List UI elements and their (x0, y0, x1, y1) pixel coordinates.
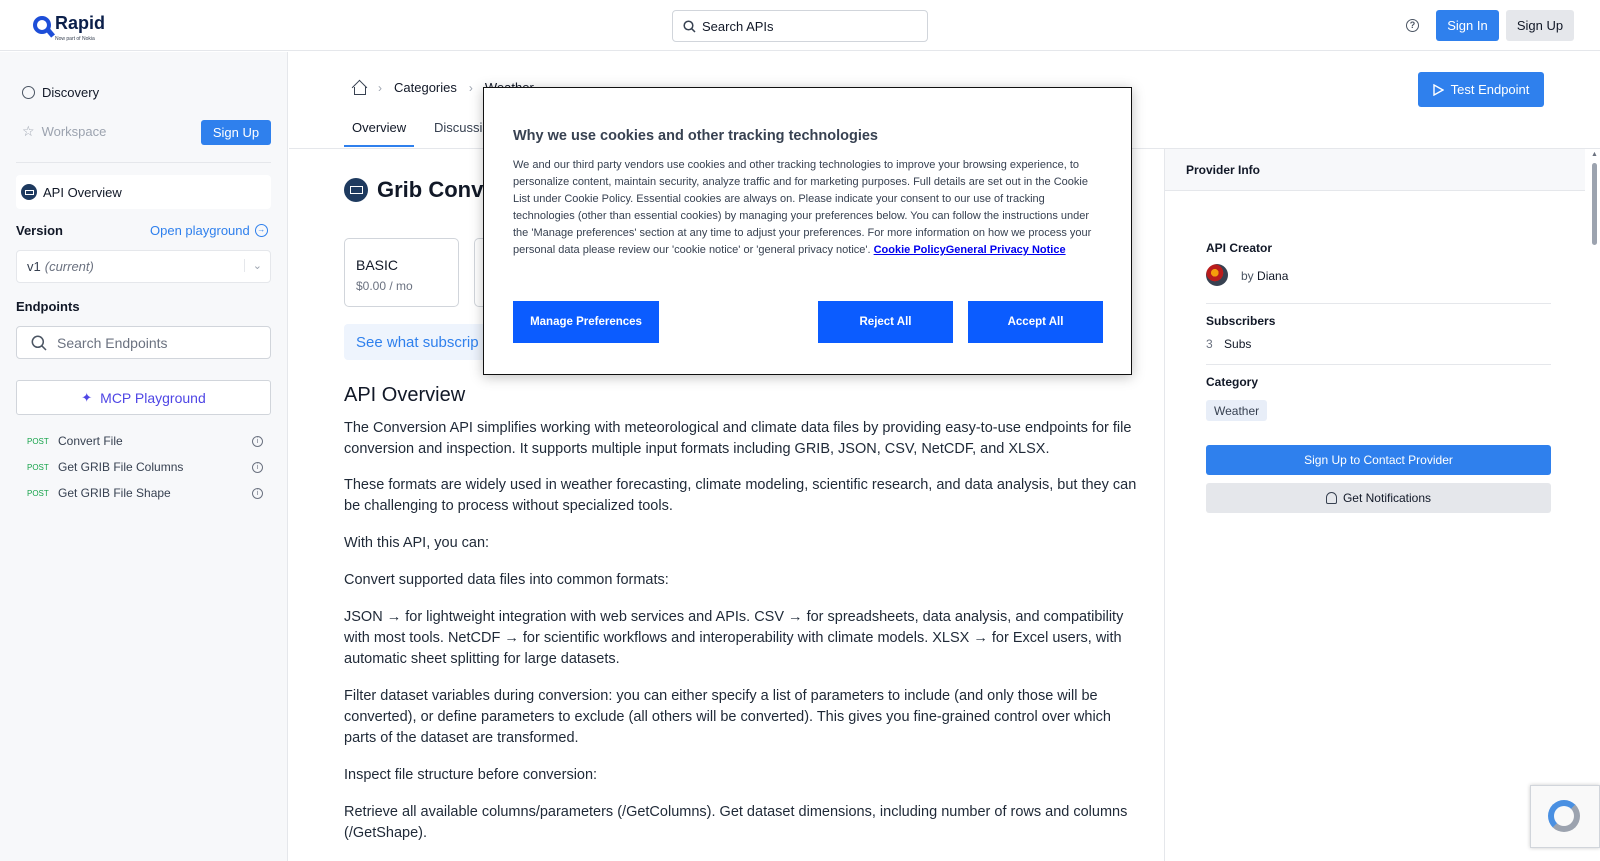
search-apis-placeholder: Search APIs (702, 18, 774, 34)
method-badge: POST (27, 488, 49, 498)
sidebar-sign-up-button[interactable]: Sign Up (201, 120, 271, 145)
search-icon (683, 20, 696, 33)
cookie-title: Why we use cookies and other tracking technologies (513, 128, 878, 144)
search-apis-input[interactable] (672, 10, 928, 42)
overview-paragraph: With this API, you can: (344, 535, 490, 551)
info-icon[interactable]: i (252, 488, 263, 499)
divider (1206, 303, 1551, 304)
sidebar-item-workspace[interactable] (22, 124, 106, 139)
rapid-logo-icon (33, 16, 51, 34)
breadcrumb-categories[interactable]: Categories (394, 80, 457, 95)
sidebar-item-label: Workspace (41, 124, 107, 139)
version-tag: (current) (44, 259, 94, 274)
manage-preferences-button[interactable]: Manage Preferences (513, 301, 659, 343)
version-label: Version (16, 223, 63, 238)
rapid-logo[interactable] (33, 14, 105, 42)
by-label: by (1241, 269, 1254, 283)
get-notifications-button[interactable] (1206, 483, 1551, 513)
plan-card-basic[interactable] (344, 238, 459, 307)
api-logo-icon (344, 178, 368, 202)
mcp-playground-button[interactable] (16, 380, 271, 415)
category-badge[interactable]: Weather (1206, 400, 1267, 421)
overview-paragraph: JSON → for lightweight integration with web services and APIs. CSV → for spreadsheets, data analysis, and compatibility with most tools. NetCDF → for scientific workflows and interoperability with climate models. XLSX → for Excel users, with automatic sheet splitting for large datasets. (344, 609, 1124, 667)
scrollbar-thumb[interactable] (1592, 163, 1597, 245)
top-header (0, 0, 1600, 51)
sign-in-button[interactable]: Sign In (1436, 10, 1499, 41)
open-playground-link[interactable] (150, 223, 268, 238)
play-icon (1433, 84, 1444, 96)
method-badge: POST (27, 436, 49, 446)
mcp-playground-label: MCP Playground (100, 389, 206, 406)
divider (1206, 364, 1551, 365)
creator-name[interactable]: Diana (1257, 269, 1289, 283)
help-icon[interactable]: ? (1406, 19, 1419, 32)
provider-info-heading: Provider Info (1165, 149, 1585, 191)
overview-paragraph: These formats are widely used in weather forecasting, climate modeling, scientific research, and data analysis, but they can be challenging to process without specialized tools. (344, 477, 1137, 514)
open-playground-label: Open playground (150, 223, 250, 238)
info-icon[interactable]: i (252, 462, 263, 473)
endpoint-name: Convert File (58, 434, 123, 448)
endpoint-item[interactable] (27, 432, 263, 450)
cookie-policy-link[interactable]: Cookie Policy (873, 244, 946, 256)
recaptcha-badge[interactable] (1530, 785, 1600, 848)
sidebar-item-discovery[interactable] (22, 85, 99, 100)
bell-icon (1326, 492, 1337, 504)
provider-panel (1164, 149, 1584, 861)
recaptcha-icon (1548, 800, 1580, 832)
privacy-notice-link[interactable]: General Privacy Notice (945, 244, 1066, 256)
sidebar (0, 52, 288, 861)
contact-provider-button[interactable]: Sign Up to Contact Provider (1206, 445, 1551, 475)
plan-name: BASIC (356, 257, 399, 273)
plan-price: $0.00 / mo (356, 279, 413, 293)
chevron-right-icon: › (378, 80, 382, 95)
endpoint-name: Get GRIB File Shape (58, 486, 171, 500)
sidebar-item-label: Discovery (42, 85, 100, 100)
sidebar-item-api-overview[interactable] (16, 175, 271, 209)
subscribers-number: 3 (1206, 337, 1213, 351)
endpoint-name: Get GRIB File Columns (58, 460, 184, 474)
home-icon[interactable] (352, 81, 366, 94)
endpoints-label: Endpoints (16, 299, 80, 314)
endpoint-item[interactable] (27, 484, 263, 502)
divider (16, 162, 271, 163)
creator-byline (1241, 269, 1288, 283)
get-notifications-label: Get Notifications (1342, 491, 1432, 505)
api-title (344, 177, 483, 203)
search-icon (31, 335, 47, 351)
info-icon[interactable]: i (252, 436, 263, 447)
avatar[interactable] (1206, 264, 1228, 286)
tab-discussions[interactable]: Discussi (434, 120, 483, 135)
cookie-body (513, 157, 1103, 259)
star-icon: ☆ (22, 123, 35, 139)
version-value: v1 (27, 259, 41, 274)
overview-paragraph: Retrieve all available columns/parameters (/GetColumns). Get dataset dimensions, including number of rows and columns (/GetShape). (344, 804, 1128, 841)
subscribers-count (1206, 337, 1251, 351)
chevron-right-icon: › (468, 80, 473, 95)
chevron-down-icon: ⌄ (244, 259, 262, 272)
api-title-text: Grib Conv (377, 177, 484, 202)
overview-paragraph: Filter dataset variables during conversion: you can either specify a list of parameters to include (and only those will be converted), or define parameters to exclude (all others will be converted). This gives you fine-grained control over which parts of the dataset are transformed. (344, 688, 1111, 746)
test-endpoint-label: Test Endpoint (1450, 82, 1530, 97)
logo-subtitle: Now part of Nokia (55, 36, 95, 42)
sidebar-item-label: API Overview (43, 184, 122, 200)
overview-paragraph: Convert supported data files into common formats: (344, 572, 669, 588)
test-endpoint-button[interactable] (1418, 72, 1544, 107)
search-endpoints-placeholder: Search Endpoints (57, 334, 168, 351)
overview-heading: API Overview (344, 384, 466, 406)
overview-paragraph: The Conversion API simplifies working with meteorological and climate data files by providing easy-to-use endpoints for file conversion and inspection. It supports multiple input formats including GRIB, JSON, CSV, NetCDF, and XLSX. (344, 420, 1132, 457)
subscribers-unit: Subs (1224, 337, 1252, 351)
sparkle-icon: ✦ (81, 389, 93, 405)
arrow-right-circle-icon: → (255, 224, 268, 237)
logo-name: Rapid (55, 13, 106, 33)
scroll-up-icon[interactable]: ▲ (1591, 151, 1598, 158)
version-select[interactable] (16, 250, 271, 283)
accept-all-button[interactable]: Accept All (968, 301, 1103, 343)
api-creator-label: API Creator (1206, 241, 1273, 255)
cookie-body-text: We and our third party vendors use cookies and other tracking technologies to improve your browsing experience, to personalize content, maintain security, analyze traffic and for marketing purposes. Full details are set out in the Cookie List under Cookie Policy. Essential cookies are always on. Please indicate your consent to our use of tracking technologies (other than essential cookies) by managing your preferences below. You can follow the instructions under the 'Manage preferences' section at any time to adjust your preferences. For more information on how we process your personal data please review our 'cookie notice' or 'general privacy notice'. (513, 159, 1092, 256)
search-endpoints-input[interactable] (16, 326, 271, 359)
cookie-consent-dialog (483, 87, 1132, 375)
active-tab-indicator (344, 145, 414, 147)
sign-up-button[interactable]: Sign Up (1506, 10, 1574, 41)
api-logo-icon (21, 184, 37, 200)
subscribers-label: Subscribers (1206, 314, 1276, 328)
tab-overview[interactable]: Overview (352, 120, 407, 135)
compass-icon (22, 86, 35, 99)
endpoint-item[interactable] (27, 458, 263, 476)
reject-all-button[interactable]: Reject All (818, 301, 953, 343)
method-badge: POST (27, 462, 49, 472)
category-label: Category (1206, 375, 1259, 389)
see-what-subscription-link[interactable]: See what subscrip (344, 324, 494, 360)
overview-paragraph: Inspect file structure before conversion: (344, 767, 598, 783)
